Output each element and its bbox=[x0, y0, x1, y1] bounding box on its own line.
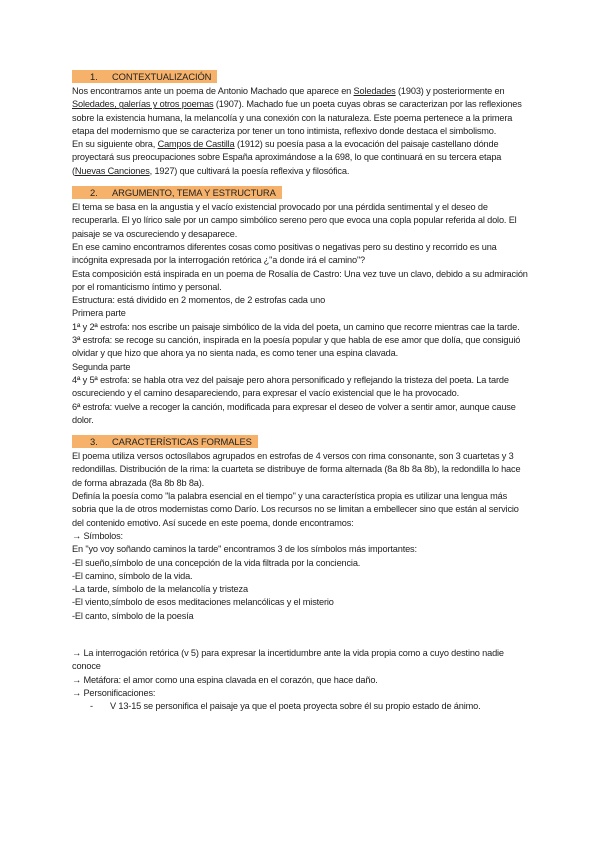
work-title-nuevas-canciones: Nuevas Canciones bbox=[74, 165, 150, 176]
section-2-subheading: Segunda parte bbox=[72, 361, 131, 372]
section-3-line: Definía la poesía como "la palabra esencial en el tiempo" y una característica propia es utilizar una lengua más sobria que la de otros modernistas como Darío. Los recursos no se limitan a embellecer sino que están al servicio del contenido emotivo. Así sucede en este poema, donde encontramos: bbox=[72, 491, 519, 528]
section-2-number: 2. bbox=[90, 187, 98, 199]
section-2-line: 6ª estrofa: vuelve a recoger la canción, modificada para expresar el deseo de volver a sentir amor, aunque cause dolor. bbox=[72, 401, 516, 425]
text-run: (1903) y posteriormente en bbox=[395, 86, 505, 96]
text-run: , 1927) que cultivará la poesía reflexiva y filosófica. bbox=[149, 165, 350, 176]
section-2-subheading: Primera parte bbox=[72, 308, 126, 319]
section-1-paragraph-1 bbox=[72, 85, 532, 138]
section-2-line: En ese camino encontramos diferentes cosas como positivas o negativas pero su destino y recorrido es una incógnita expresada por la interrogación retórica ¿"a donde irá el camino"? bbox=[72, 241, 497, 266]
work-title-soledades-galerias: Soledades, galerías y otros poemas bbox=[72, 99, 214, 110]
symbol-list-item: -La tarde, símbolo de la melancolía y tristeza bbox=[72, 584, 248, 595]
section-3-line: → La interrogación retórica (v 5) para expresar la incertidumbre ante la vida propia como a cuyo destino nadie conoce bbox=[72, 647, 504, 672]
work-title-soledades: Soledades bbox=[353, 86, 396, 96]
dash-bullet: - bbox=[90, 701, 93, 712]
symbol-list-item: -El camino, símbolo de la vida. bbox=[72, 570, 193, 581]
personification-text: V 13-15 se personifica el paisaje ya que el poeta proyecta sobre él su propio estado de ánimo. bbox=[110, 701, 481, 712]
section-3-number: 3. bbox=[90, 436, 98, 448]
section-3-line: → Metáfora: el amor como una espina clavada en el corazón, que hace daño. bbox=[72, 674, 378, 685]
section-2-line: 3ª estrofa: se recoge su canción, inspirada en la poesía popular y que habla de ese amor que dolía, que consiguió olvidar y que hizo que ahora ya no sienta nada, es como tener una espina clavada. bbox=[72, 335, 521, 359]
text-run: Nos encontramos ante un poema de Antonio Machado que aparece en bbox=[72, 86, 354, 96]
symbol-list-item: -El sueño,símbolo de una concepción de la vida filtrada por la conciencia. bbox=[72, 557, 361, 568]
section-2-heading-row bbox=[72, 186, 532, 201]
section-2-title: ARGUMENTO, TEMA Y ESTRUCTURA bbox=[112, 187, 276, 199]
section-1-title: CONTEXTUALIZACIÓN bbox=[112, 71, 212, 82]
section-2-line: 4ª y 5ª estrofa: se habla otra vez del paisaje pero ahora personificado y reflejando la tristeza del poeta. La tarde oscureciendo y el camino desapareciendo, para expresar el vacío existencial que le ha provocado. bbox=[72, 374, 509, 399]
section-2-heading bbox=[72, 186, 282, 199]
section-3-heading-row bbox=[72, 435, 532, 450]
section-1-number: 1. bbox=[90, 71, 98, 82]
text-run: En su siguiente obra, bbox=[72, 139, 158, 150]
section-3-heading bbox=[72, 435, 258, 448]
personification-item bbox=[72, 700, 532, 713]
section-3-line: → Personificaciones: bbox=[72, 687, 156, 698]
section-2-line: Esta composición está inspirada en un poema de Rosalía de Castro: Una vez tuve un clavo, debido a su admiración por el romanticismo íntimo y personal. bbox=[72, 268, 528, 292]
section-2-line: Estructura: está dividido en 2 momentos, de 2 estrofas cada uno bbox=[72, 295, 326, 306]
section-1-heading bbox=[72, 70, 217, 83]
section-3-title: CARACTERÍSTICAS FORMALES bbox=[112, 436, 252, 448]
text-run: (1907). Machado fue un poeta cuyas obras se caracterizan por las reflexiones sobre la existencia humana, la melancolía y una conexión con la naturaleza. Este poema pertenece a la primera etapa del modernismo que se caracteriza por tener un tono intimista, reflexivo donde destaca el simbolismo. bbox=[72, 99, 522, 136]
section-2-line: El tema se basa en la angustia y el vacío existencial provocado por una pérdida sentimental y el deseo de recuperarla. El yo lírico sale por un campo simbólico sereno pero que evoca una copla popular referida al dolo. El paisaje se va oscureciendo y desaparece. bbox=[72, 202, 517, 239]
text-run: (1912) su poesía pasa a la evocación del paisaje castellano dónde proyectará sus preocupaciones sobre España aproximándose a la 698, lo que continuará en su tercera etapa ( bbox=[72, 139, 502, 176]
work-title-campos-de-castilla: Campos de Castilla bbox=[157, 139, 235, 150]
section-2-line: 1ª y 2ª estrofa: nos escribe un paisaje simbólico de la vida del poeta, un camino que recorre mientras cae la tarde. bbox=[72, 321, 520, 332]
section-1-heading-row bbox=[72, 70, 532, 85]
document-body bbox=[72, 70, 532, 713]
section-3-line: El poema utiliza versos octosílabos agrupados en estrofas de 4 versos con rima consonante, son 3 cuartetas y 3 redondillas. Distribución de la rima: la cuarteta se distribuye de forma alternada (8a 8b 8a 8b), la redondilla lo hace de forma abrazada (8a 8b 8b 8a). bbox=[72, 451, 521, 488]
symbol-list-item: -El viento,símbolo de esos meditaciones melancólicas y el misterio bbox=[72, 597, 334, 608]
section-3-line: En "yo voy soñando caminos la tarde" encontramos 3 de los símbolos más importantes: bbox=[72, 544, 417, 555]
section-1-paragraph-2 bbox=[72, 138, 532, 178]
symbol-list-item: -El canto, símbolo de la poesía bbox=[72, 610, 194, 621]
section-3-line: → Símbolos: bbox=[72, 530, 123, 541]
